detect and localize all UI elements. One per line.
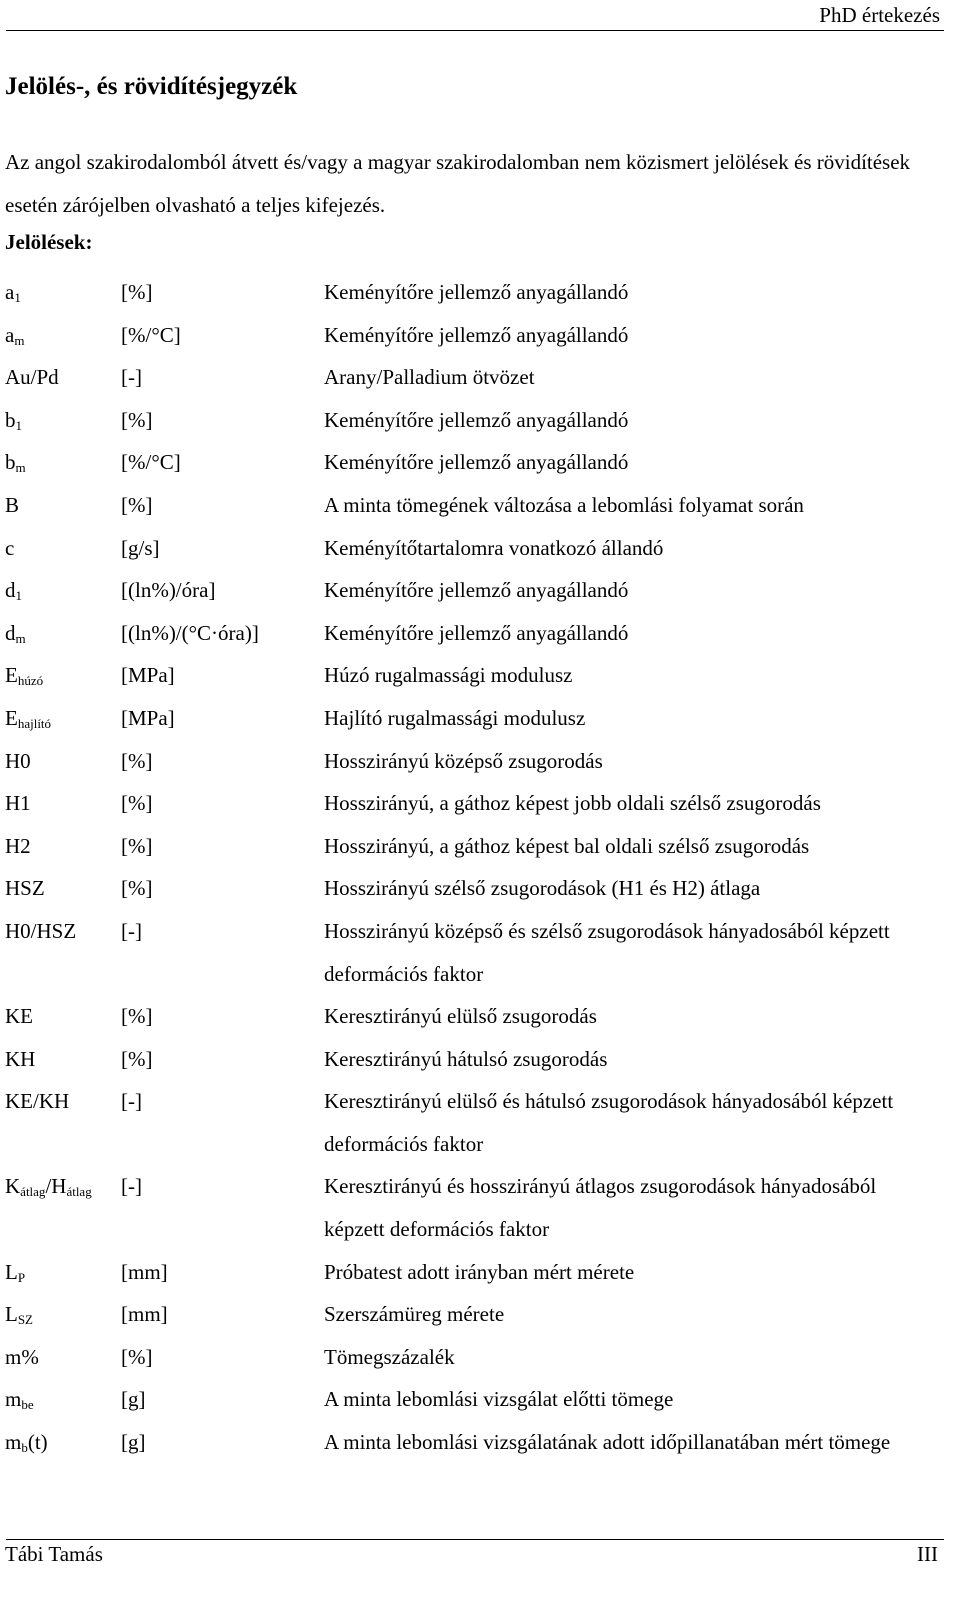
notation-unit: [(ln%)/óra] xyxy=(121,578,216,603)
notation-row xyxy=(5,484,940,527)
notation-row xyxy=(5,1421,940,1464)
notation-row xyxy=(5,654,940,697)
notation-row xyxy=(5,782,940,825)
notation-unit: [%] xyxy=(121,1344,153,1369)
notation-unit: [MPa] xyxy=(121,663,175,688)
notation-list xyxy=(5,271,940,1464)
notation-row xyxy=(5,825,940,868)
notation-unit: [%] xyxy=(121,791,153,816)
notation-unit: [mm] xyxy=(121,1302,168,1327)
notation-symbol: $a_m$ xyxy=(5,322,25,348)
notation-symbol: $d_m$ xyxy=(5,620,26,646)
notation-unit: [%/°C] xyxy=(121,450,181,475)
notation-symbol: $b_1$ xyxy=(5,407,22,433)
notation-unit: [%] xyxy=(121,748,153,773)
notation-description: Hosszirányú, a gáthoz képest jobb oldali szélső zsugorodás xyxy=(324,791,821,816)
notation-description: Hajlító rugalmassági modulusz xyxy=(324,705,586,730)
notation-symbol: KE/KH xyxy=(5,1089,70,1114)
notation-symbol: KH xyxy=(5,1046,36,1071)
notation-row xyxy=(5,995,940,1038)
notation-unit: [%] xyxy=(121,492,153,517)
notation-row xyxy=(5,314,940,357)
notation-unit: [-] xyxy=(121,365,142,390)
notation-description: Hosszirányú középső zsugorodás xyxy=(324,748,603,773)
notation-symbol: $m_b(t)$ xyxy=(5,1430,48,1456)
notation-unit: [-] xyxy=(121,918,142,943)
notation-row xyxy=(5,356,940,399)
notation-symbol: H0/HSZ xyxy=(5,918,77,943)
notation-symbol: $a_1$ xyxy=(5,280,21,305)
notation-symbol: $L_P$ xyxy=(5,1259,26,1285)
notation-symbol: $m_{be}$ xyxy=(5,1387,34,1413)
notation-unit: [%] xyxy=(121,1004,153,1029)
notation-row xyxy=(5,697,940,740)
page-title: Jelölés-, és rövidítésjegyzék xyxy=(5,73,298,100)
notation-row xyxy=(5,1080,940,1165)
notation-row xyxy=(5,1336,940,1379)
notation-description: Keményítőre jellemző anyagállandó xyxy=(324,578,629,603)
notation-unit: [-] xyxy=(121,1174,142,1199)
notation-description: Arany/Palladium ötvözet xyxy=(324,365,535,390)
notation-description: Húzó rugalmassági modulusz xyxy=(324,663,573,688)
notation-unit: [g] xyxy=(121,1387,146,1412)
notation-unit: [%/°C] xyxy=(121,322,181,347)
notation-description: Keményítőre jellemző anyagállandó xyxy=(324,407,629,432)
notation-row xyxy=(5,612,940,655)
notation-row xyxy=(5,271,940,314)
notation-row xyxy=(5,867,940,910)
page-footer-rule xyxy=(6,1539,944,1541)
notation-symbol: c xyxy=(5,535,15,560)
notation-description: Keresztirányú elülső és hátulsó zsugorodások hányadosából képzett deformációs faktor xyxy=(324,1089,894,1156)
intro-paragraph: Az angol szakirodalomból átvett és/vagy a magyar szakirodalomban nem közismert jelölések és rövidítések esetén zárójelben olvasható a teljes kifejezés. xyxy=(5,150,911,217)
notation-unit: [%] xyxy=(121,833,153,858)
notation-row xyxy=(5,441,940,484)
notation-symbol: $b_m$ xyxy=(5,450,26,476)
notation-description: A minta lebomlási vizsgálat előtti tömege xyxy=(324,1387,674,1412)
notation-description: Keményítőre jellemző anyagállandó xyxy=(324,280,629,304)
notation-row xyxy=(5,1165,940,1250)
notation-unit: [mm] xyxy=(121,1259,168,1284)
notation-symbol: H1 xyxy=(5,791,31,816)
notation-symbol: $E_{hajlító}$ xyxy=(5,705,52,731)
notation-description: Keresztirányú hátulsó zsugorodás xyxy=(324,1046,608,1071)
notation-unit: [(ln%)/(°C·óra)] xyxy=(121,620,259,645)
notation-description: A minta lebomlási vizsgálatának adott időpillanatában mért tömege xyxy=(324,1430,891,1455)
notation-row xyxy=(5,527,940,570)
notation-symbol: $K_{átlag}/H_{átlag}$ xyxy=(5,1174,92,1200)
notation-description: Keresztirányú és hosszirányú átlagos zsugorodások hányadosából képzett deformációs faktor xyxy=(324,1174,877,1242)
notation-unit: [%] xyxy=(121,407,153,432)
footer-page-number: III xyxy=(917,1542,938,1566)
notation-unit: [-] xyxy=(121,1089,142,1114)
notation-description: Keményítőre jellemző anyagállandó xyxy=(324,322,629,347)
notation-description: Tömegszázalék xyxy=(324,1344,455,1369)
notation-symbol: H0 xyxy=(5,748,31,773)
page-header xyxy=(6,0,944,31)
notation-symbol: $d_1$ xyxy=(5,578,22,604)
notation-unit: [%] xyxy=(121,280,153,304)
notation-unit: [g/s] xyxy=(121,535,160,560)
notation-description: A minta tömegének változása a lebomlási folyamat során xyxy=(324,492,804,517)
notation-symbol: KE xyxy=(5,1004,33,1029)
notation-row xyxy=(5,399,940,442)
notation-unit: [%] xyxy=(121,1046,153,1071)
notation-symbol: B xyxy=(5,492,20,517)
notation-description: Hosszirányú szélső zsugorodások (H1 és H2) átlaga xyxy=(324,876,761,901)
notation-description: Hosszirányú, a gáthoz képest bal oldali szélső zsugorodás xyxy=(324,833,810,858)
notation-row xyxy=(5,910,940,995)
notation-row xyxy=(5,1251,940,1294)
notation-row xyxy=(5,569,940,612)
notation-symbol: $L_{SZ}$ xyxy=(5,1302,33,1328)
notation-description: Szerszámüreg mérete xyxy=(324,1302,505,1327)
notation-row xyxy=(5,1293,940,1336)
notation-symbol: m% xyxy=(5,1344,39,1369)
notation-row xyxy=(5,1378,940,1421)
notation-symbol: H2 xyxy=(5,833,31,858)
notation-unit: [MPa] xyxy=(121,705,175,730)
notation-description: Keményítőtartalomra vonatkozó állandó xyxy=(324,535,664,560)
header-title: PhD értekezés xyxy=(819,3,940,27)
notation-description: Keresztirányú elülső zsugorodás xyxy=(324,1004,597,1029)
notation-row xyxy=(5,740,940,783)
notation-symbol: $E_{húzó}$ xyxy=(5,663,44,689)
notation-description: Keményítőre jellemző anyagállandó xyxy=(324,620,629,645)
section-label: Jelölések: xyxy=(5,230,93,254)
footer-author: Tábi Tamás xyxy=(5,1542,103,1566)
notation-unit: [g] xyxy=(121,1430,146,1455)
notation-row xyxy=(5,1038,940,1081)
notation-description: Próbatest adott irányban mért mérete xyxy=(324,1259,635,1284)
notation-symbol: Au/Pd xyxy=(5,365,59,390)
notation-symbol: HSZ xyxy=(5,876,45,901)
notation-description: Keményítőre jellemző anyagállandó xyxy=(324,450,629,475)
notation-description: Hosszirányú középső és szélső zsugorodások hányadosából képzett deformációs faktor xyxy=(324,918,890,986)
notation-unit: [%] xyxy=(121,876,153,901)
